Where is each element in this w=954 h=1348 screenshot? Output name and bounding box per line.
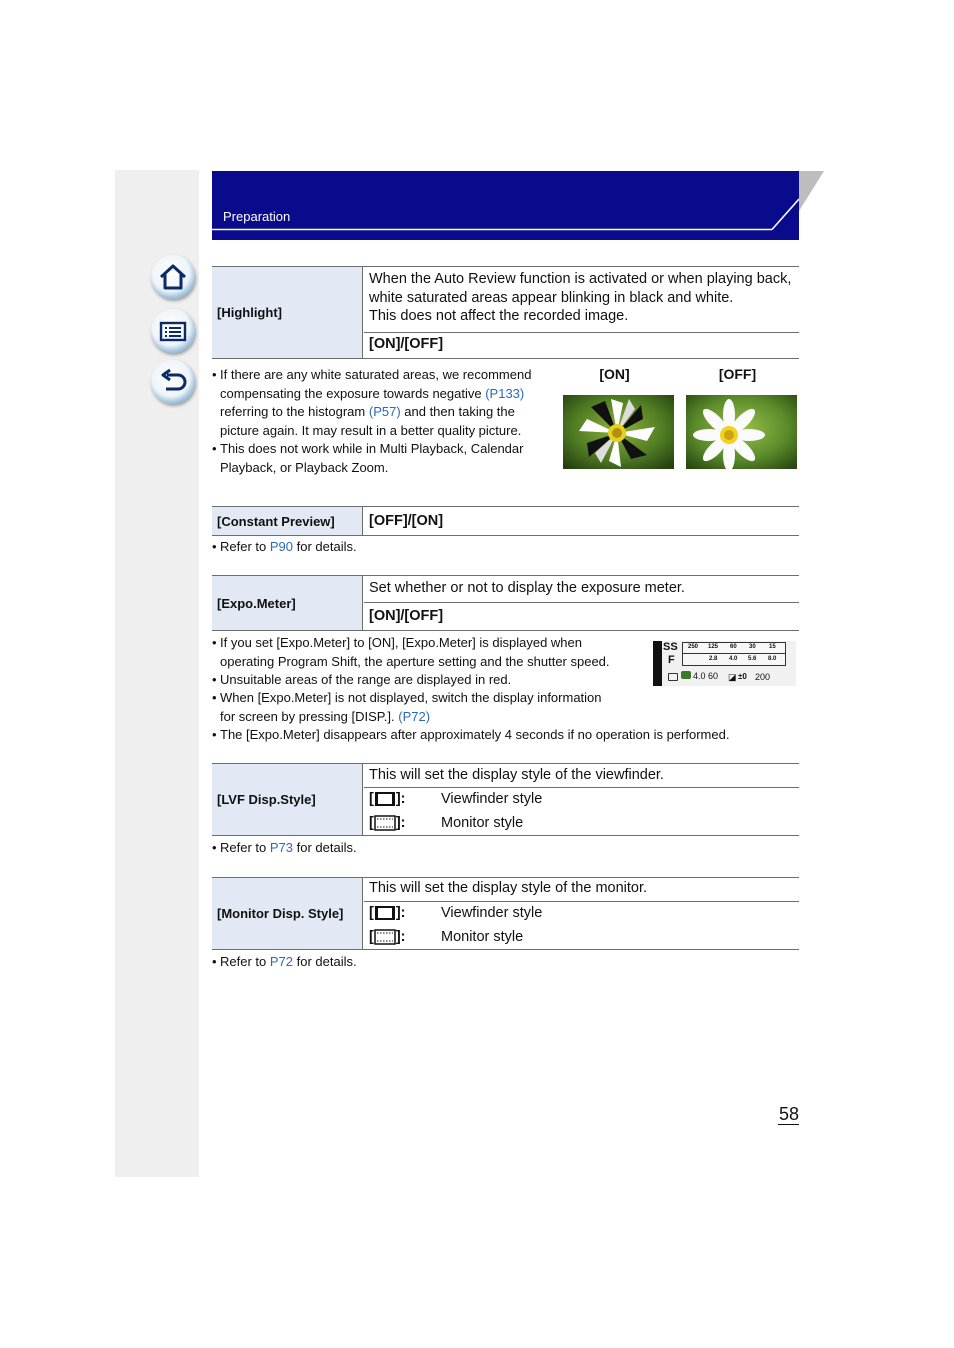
constant-preview-options: [OFF]/[ON] <box>369 513 444 529</box>
exposure-comp-icon: ◪ <box>728 672 737 682</box>
highlight-note-2: • This does not work while in Multi Playback, Calendar Playback, or Playback Zoom. <box>212 441 524 475</box>
expo-meter-note-1: • If you set [Expo.Meter] to [ON], [Expo.Meter] is displayed when operating Program Shift, the aperture setting and the shutter speed. <box>212 635 610 669</box>
exposure-meter-screen <box>653 641 796 686</box>
monitor-option-viewfinder: [ ]: Viewfinder style <box>369 905 543 921</box>
constant-preview-note: • Refer to P90 for details. <box>212 539 357 554</box>
expo-meter-table <box>212 575 799 631</box>
expo-meter-note-2: • Unsuitable areas of the range are displayed in red. <box>212 672 512 687</box>
program-shift-icon <box>681 671 691 679</box>
constant-preview-table <box>212 506 799 536</box>
expo-meter-options: [ON]/[OFF] <box>369 608 444 624</box>
meter-iso-value: 200 <box>755 672 771 682</box>
meter-ss-label: SS <box>663 641 678 653</box>
constant-preview-label: [Constant Preview] <box>212 507 363 535</box>
meter-f-label: F <box>668 654 675 666</box>
menu-list-icon <box>158 316 188 346</box>
lvf-disp-style-label: [LVF Disp.Style] <box>212 764 363 835</box>
monitor-disp-style-table <box>212 877 799 950</box>
section-banner <box>212 171 799 240</box>
meter-scale: 250 125 60 30 15 2.8 4.0 5.6 8.0 <box>682 642 786 666</box>
home-button[interactable] <box>151 255 195 299</box>
page-number: 58 <box>778 1104 799 1124</box>
lvf-option-viewfinder: [ ]: Viewfinder style <box>369 791 543 807</box>
highlight-note-1: • If there are any white saturated areas, we recommend compensating the exposure towards negative (P133) referring to the histogram (P57) and then taking the picture again. It may result in a better quality picture. <box>212 367 532 438</box>
link-p72[interactable]: (P72) <box>398 708 431 724</box>
meter-aperture-value: 4.0 <box>693 671 706 681</box>
menu-button[interactable] <box>151 309 195 353</box>
expo-meter-description: Set whether or not to display the exposure meter. <box>369 580 685 596</box>
link-p133[interactable]: (P133) <box>485 385 525 401</box>
monitor-disp-style-note: • Refer to P72 for details. <box>212 954 357 969</box>
highlight-label: [Highlight] <box>212 267 363 358</box>
highlight-table <box>212 266 799 359</box>
viewfinder-style-icon <box>374 905 396 921</box>
flower-image-off <box>686 395 797 469</box>
link-p90[interactable]: P90 <box>269 539 293 554</box>
viewfinder-style-icon <box>374 791 396 807</box>
expo-meter-label: [Expo.Meter] <box>212 576 363 630</box>
expo-meter-note-3: • When [Expo.Meter] is not displayed, switch the display information for screen by pressing [DISP.]. (P72) <box>212 690 602 724</box>
highlight-description: When the Auto Review function is activated or when playing back, white saturated areas appear blinking in black and white. This does not affect the recorded image. <box>369 271 792 324</box>
lcd-left-edge <box>653 641 662 686</box>
back-button[interactable] <box>151 360 195 404</box>
monitor-option-monitor: [ ]: Monitor style <box>369 929 524 945</box>
flower-image-on <box>563 395 674 469</box>
section-title: Preparation <box>223 209 291 224</box>
highlight-options: [ON]/[OFF] <box>369 336 444 352</box>
home-icon <box>158 262 188 292</box>
monitor-style-icon <box>374 815 396 831</box>
monitor-style-icon <box>374 929 396 945</box>
camera-mode-icon <box>668 673 678 681</box>
monitor-disp-style-label: [Monitor Disp. Style] <box>212 878 363 949</box>
lvf-disp-style-table <box>212 763 799 836</box>
image-on-label: [ON] <box>599 366 630 382</box>
page-number-underline <box>778 1124 799 1125</box>
link-p57[interactable]: (P57) <box>368 404 401 420</box>
meter-shutter-value: 60 <box>708 671 719 681</box>
back-arrow-icon <box>158 367 188 397</box>
meter-exposure-comp: ±0 <box>738 672 747 681</box>
lvf-disp-style-description: This will set the display style of the viewfinder. <box>369 767 664 783</box>
lvf-option-monitor: [ ]: Monitor style <box>369 815 524 831</box>
monitor-disp-style-description: This will set the display style of the monitor. <box>369 880 648 896</box>
link-p73[interactable]: P73 <box>269 840 293 855</box>
page-corner-fold <box>787 171 824 211</box>
lvf-disp-style-note: • Refer to P73 for details. <box>212 840 357 855</box>
link-p72-monitor[interactable]: P72 <box>269 954 293 969</box>
expo-meter-note-4: • The [Expo.Meter] disappears after approximately 4 seconds if no operation is performed. <box>212 727 730 742</box>
image-off-label: [OFF] <box>718 366 757 382</box>
